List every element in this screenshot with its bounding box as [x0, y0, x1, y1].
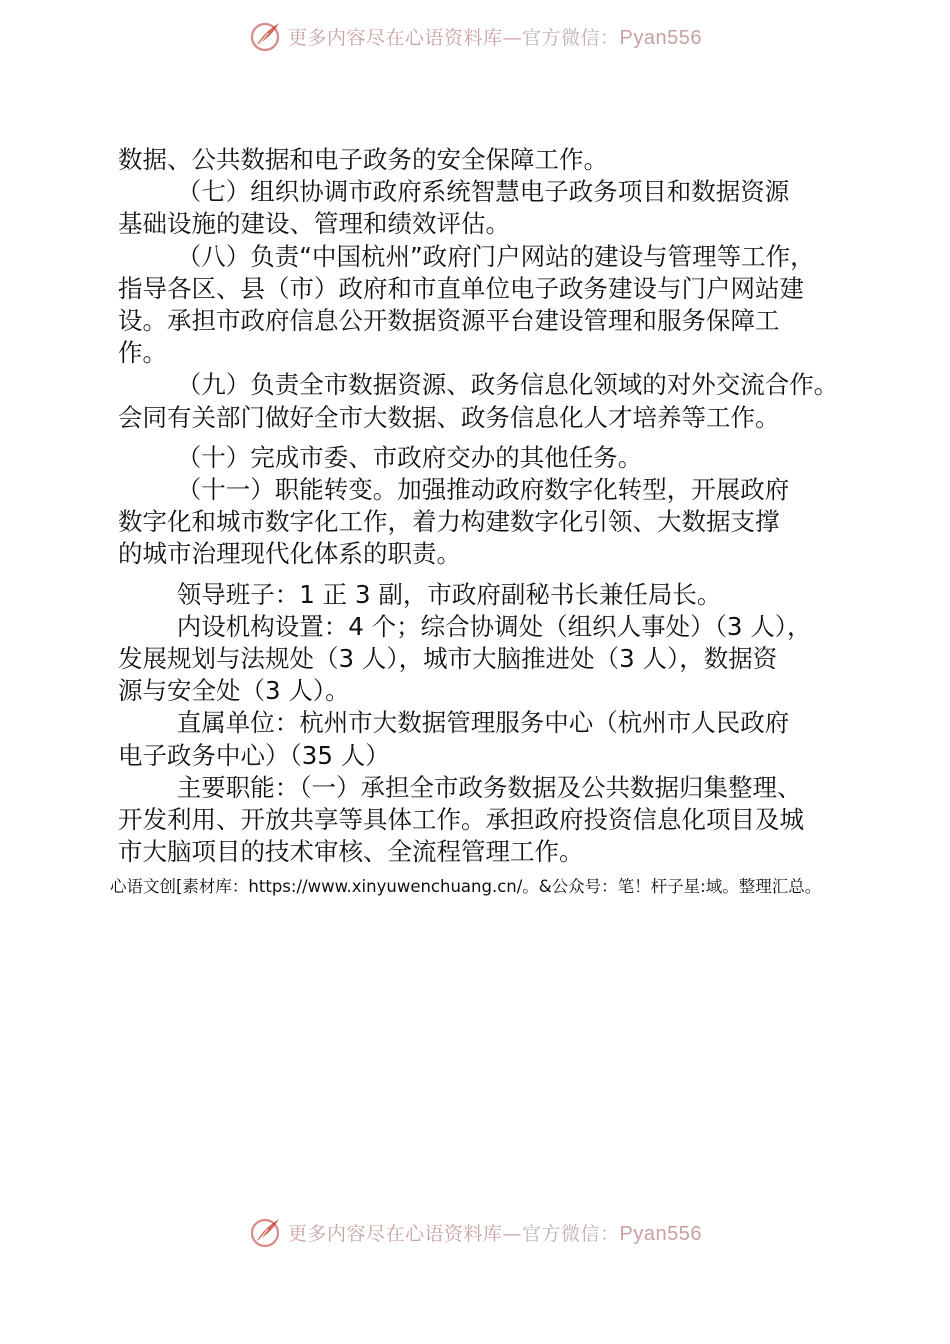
header-watermark-banner [0, 14, 950, 58]
footer-watermark-banner [0, 1210, 950, 1254]
paragraph-line: 市大脑项目的技术审核、全流程管理工作。 [118, 837, 584, 867]
paragraph-gap [118, 571, 848, 579]
paragraph-gap [118, 434, 848, 442]
feather-seal-icon [248, 18, 284, 54]
paragraph-line: 源与安全处（3 人）。 [118, 676, 350, 706]
paragraph-line: 数据、公共数据和电子政务的安全保障工作。 [118, 145, 608, 174]
paragraph-line: 领导班子：1 正 3 副，市政府副秘书长兼任局长。 [176, 579, 722, 609]
paragraph-line: 内设机构设置：4 个；综合协调处（组织人事处）（3 人）， [176, 611, 812, 641]
banner-wechat-id: Pyan556 [619, 1222, 702, 1245]
paragraph-line: 的城市治理现代化体系的职责。 [118, 539, 461, 569]
paragraph-line: 设。承担市政府信息公开数据资源平台建设管理和服务保障工 [118, 306, 780, 336]
paragraph-line: （十一）职能转变。加强推动政府数字化转型，开展政府 [176, 475, 790, 505]
paragraph-line: 指导各区、县（市）政府和市直单位电子政务建设与门户网站建 [118, 273, 804, 303]
document-body [118, 144, 848, 868]
paragraph-line: （十）完成市委、市政府交办的其他任务。 [176, 442, 643, 472]
paragraph-line: 基础设施的建设、管理和绩效评估。 [118, 209, 510, 239]
banner-title: 更多内容尽在心语资料库 [288, 26, 503, 49]
paragraph-line: （七）组织协调市政府系统智慧电子政务项目和数据资源 [176, 177, 790, 207]
paragraph-line: 主要职能：（一）承担全市政务数据及公共数据归集整理、 [176, 772, 802, 802]
banner-text [288, 1219, 702, 1246]
source-note: 心语文创[素材库：https://www.xinyuwenchuang.cn/。&公众号：笔！杆子星:域。整理汇总。 [110, 877, 822, 896]
feather-seal-icon [248, 1214, 284, 1250]
paragraph-line: （八）负责“中国杭州”政府门户网站的建设与管理等工作， [176, 241, 815, 271]
paragraph-line: 作。 [118, 338, 167, 368]
paragraph-line: （九）负责全市数据资源、政务信息化领域的对外交流合作。 [176, 370, 839, 400]
banner-dash: — [502, 26, 523, 49]
paragraph-line: 会同有关部门做好全市大数据、政务信息化人才培养等工作。 [118, 402, 780, 432]
banner-wechat-id: Pyan556 [619, 26, 702, 49]
banner-text [288, 23, 702, 50]
paragraph-line: 发展规划与法规处（3 人），城市大脑推进处（3 人），数据资 [118, 644, 778, 674]
banner-wechat-label: 官方微信： [522, 26, 620, 49]
banner-title: 更多内容尽在心语资料库 [288, 1222, 503, 1245]
banner-dash: — [502, 1222, 523, 1245]
paragraph-line: 数字化和城市数字化工作，着力构建数字化引领、大数据支撑 [118, 507, 780, 537]
banner-wechat-label: 官方微信： [522, 1222, 620, 1245]
paragraph-line: 电子政务中心）（35 人） [118, 740, 390, 770]
paragraph-line: 直属单位：杭州市大数据管理服务中心（杭州市人民政府 [176, 708, 790, 738]
paragraph-line: 开发利用、开放共享等具体工作。承担政府投资信息化项目及城 [118, 805, 804, 835]
